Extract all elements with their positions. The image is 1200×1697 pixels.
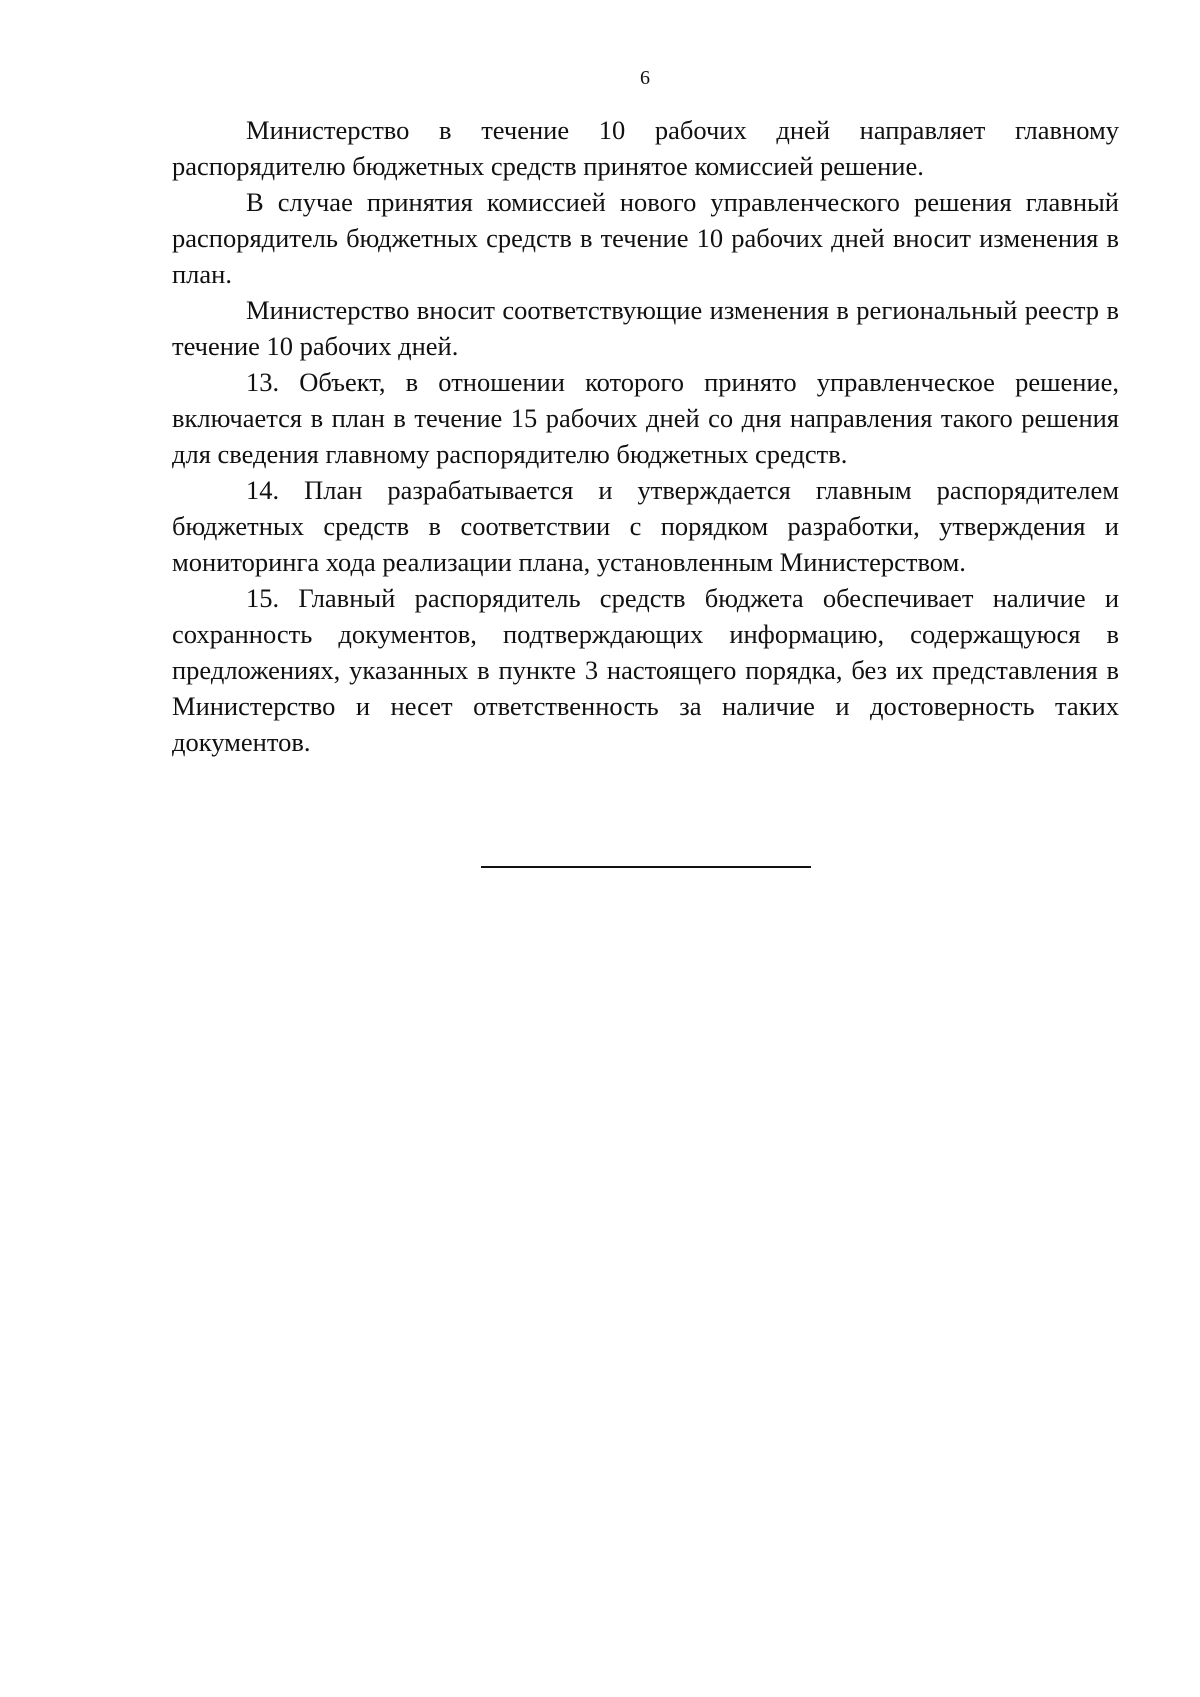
page-number: 6 <box>640 67 650 89</box>
paragraph-new-decision-changes: В случае принятия комиссией нового управленческого решения главный распорядитель бюджетных средств в течение 10 рабочих дней вносит изменения в план. <box>172 187 1119 289</box>
paragraph-ministry-sends-decision: Министерство в течение 10 рабочих дней направляет главному распорядителю бюджетных средств принятое комиссией решение. <box>172 115 1119 181</box>
paragraph-item-15: 15. Главный распорядитель средств бюджета обеспечивает наличие и сохранность документов, подтверждающих информацию, содержащуюся в предложениях, указанных в пункте 3 настоящего порядка, без их представления в Министерство и несет ответственность за наличие и достоверность таких документов. <box>172 583 1119 757</box>
end-of-document-rule <box>481 866 811 868</box>
paragraph-item-14: 14. План разрабатывается и утверждается главным распорядителем бюджетных средств в соответствии с порядком разработки, утверждения и мониторинга хода реализации плана, установленным Министерством. <box>172 475 1119 577</box>
document-body <box>172 112 1119 760</box>
paragraph-registry-changes: Министерство вносит соответствующие изменения в региональный реестр в течение 10 рабочих дней. <box>172 295 1119 361</box>
paragraph-item-13: 13. Объект, в отношении которого принято управленческое решение, включается в план в течение 15 рабочих дней со дня направления такого решения для сведения главному распорядителю бюджетных средств. <box>172 367 1119 469</box>
